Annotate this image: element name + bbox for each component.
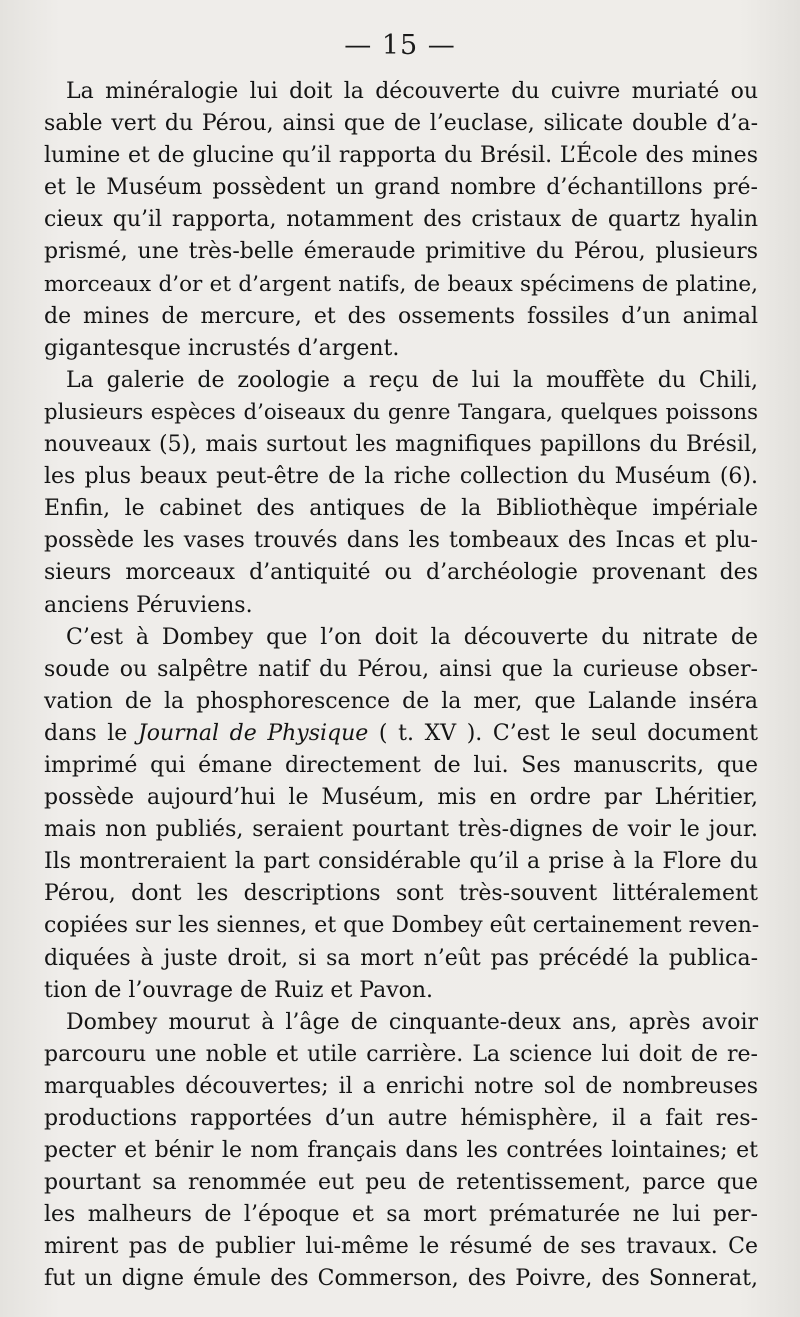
text-line: pecter et bénir le nom français dans les contrées lointaines; et bbox=[44, 1138, 758, 1164]
text-line: possède aujourd’hui le Muséum, mis en ordre par Lhéritier, bbox=[44, 785, 758, 811]
text-line: lumine et de glucine qu’il rapporta du Brésil. L’École des mines bbox=[44, 143, 758, 169]
text-line bbox=[44, 718, 758, 750]
text-line: mais non publiés, seraient pourtant très-dignes de voir le jour. bbox=[44, 817, 758, 843]
text-line: La minéralogie lui doit la découverte du cuivre muriaté ou bbox=[66, 79, 758, 104]
text-segment: dans le bbox=[44, 720, 138, 746]
text-line: pourtant sa renommée eut peu de retentissement, parce que bbox=[44, 1170, 758, 1196]
journal-title: Journal de Physique bbox=[137, 720, 369, 746]
text-line: cieux qu’il rapporta, notamment des cristaux de quartz hyalin bbox=[44, 207, 758, 233]
text-line: Dombey mourut à l’âge de cinquante-deux ans, après avoir bbox=[66, 1009, 758, 1035]
text-line: sieurs morceaux d’antiquité ou d’archéologie provenant des bbox=[44, 560, 758, 586]
paragraph bbox=[44, 365, 758, 622]
paragraph bbox=[44, 1007, 758, 1296]
paragraph bbox=[44, 76, 758, 365]
text-line: plusieurs espèces d’oiseaux du genre Tangara, quelques poissons bbox=[44, 399, 758, 425]
page-number: — 15 — bbox=[344, 30, 456, 61]
text-line: de mines de mercure, et des ossements fossiles d’un animal bbox=[44, 303, 758, 329]
text-line: et le Muséum possèdent un grand nombre d’échantillons pré- bbox=[44, 175, 758, 201]
text-line: fut un digne émule des Commerson, des Poivre, des Sonnerat, bbox=[44, 1266, 758, 1292]
text-line: soude ou salpêtre natif du Pérou, ainsi que la curieuse obser- bbox=[44, 656, 758, 682]
text-line: vation de la phosphorescence de la mer, que Lalande inséra bbox=[44, 688, 758, 714]
body-text bbox=[44, 76, 758, 1296]
text-line: les plus beaux peut-être de la riche collection du Muséum (6). bbox=[44, 464, 758, 490]
text-line: Enfin, le cabinet des antiques de la Bibliothèque impériale bbox=[44, 496, 758, 522]
text-line: imprimé qui émane directement de lui. Ses manuscrits, que bbox=[44, 752, 758, 778]
text-line: sable vert du Pérou, ainsi que de l’euclase, silicate double d’a- bbox=[44, 111, 758, 137]
paragraph bbox=[44, 622, 758, 1007]
text-line: anciens Péruviens. bbox=[44, 592, 253, 618]
text-line: possède les vases trouvés dans les tombeaux des Incas et plu- bbox=[44, 528, 758, 554]
text-line: parcouru une noble et utile carrière. La science lui doit de re- bbox=[44, 1041, 758, 1067]
text-line: marquables découvertes; il a enrichi notre sol de nombreuses bbox=[44, 1073, 758, 1099]
text-line: C’est à Dombey que l’on doit la découverte du nitrate de bbox=[66, 624, 758, 650]
text-line: mirent pas de publier lui-même le résumé de ses travaux. Ce bbox=[44, 1234, 758, 1260]
text-line: La galerie de zoologie a reçu de lui la mouffète du Chili, bbox=[66, 367, 758, 393]
text-line: les malheurs de l’époque et sa mort prématurée ne lui per- bbox=[44, 1202, 758, 1228]
text-line: prismé, une très-belle émeraude primitive du Pérou, plusieurs bbox=[44, 239, 758, 265]
text-line: Pérou, dont les descriptions sont très-souvent littéralement bbox=[44, 881, 758, 907]
text-line: gigantesque incrustés d’argent. bbox=[44, 335, 400, 361]
text-line: tion de l’ouvrage de Ruiz et Pavon. bbox=[44, 977, 434, 1003]
text-line: morceaux d’or et d’argent natifs, de beaux spécimens de platine, bbox=[44, 271, 758, 297]
text-line: diquées à juste droit, si sa mort n’eût pas précédé la publica- bbox=[44, 945, 758, 971]
text-line: productions rapportées d’un autre hémisphère, il a fait res- bbox=[44, 1106, 758, 1131]
text-line: nouveaux (5), mais surtout les magnifiques papillons du Brésil, bbox=[44, 432, 758, 458]
text-line: Ils montreraient la part considérable qu’il a prise à la Flore du bbox=[44, 849, 758, 875]
text-line: copiées sur les siennes, et que Dombey eût certainement reven- bbox=[44, 913, 760, 939]
text-segment: ( t. XV ). C’est le seul document bbox=[368, 720, 758, 746]
